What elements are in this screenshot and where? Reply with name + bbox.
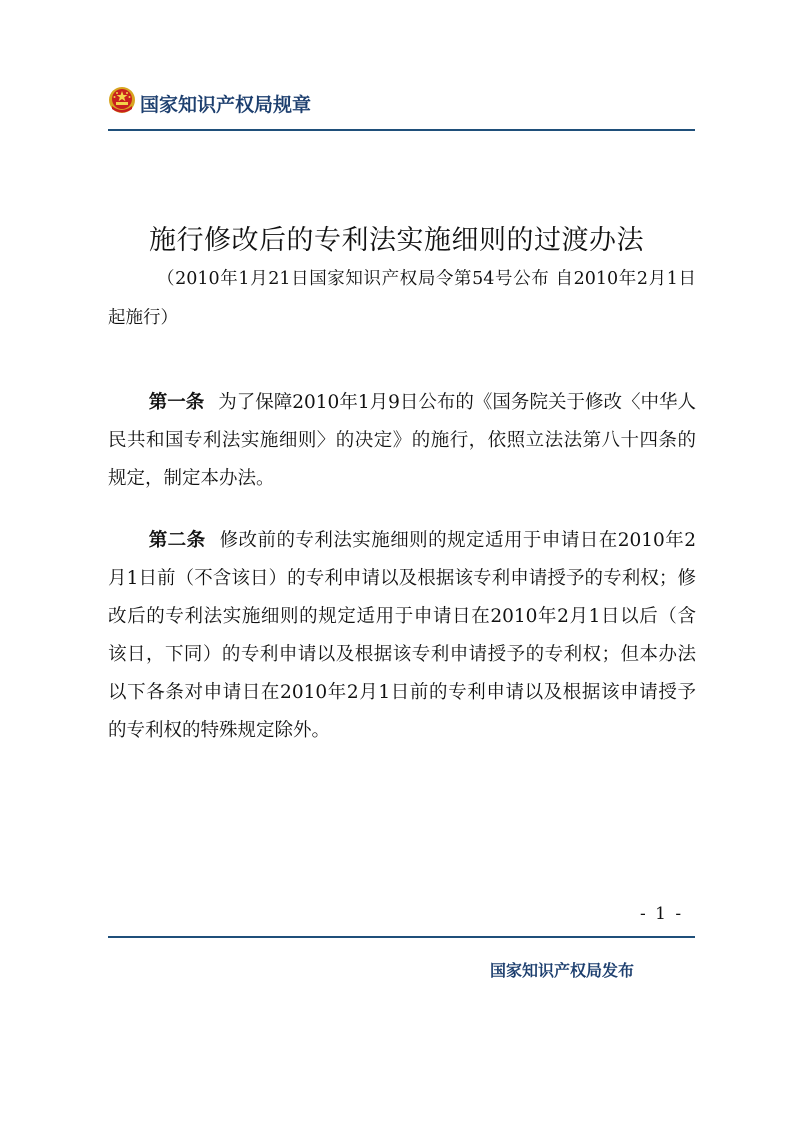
header-divider [108, 129, 695, 131]
article-2 [108, 522, 696, 750]
article-1-text: 为了保障2010年1月9日公布的《国务院关于修改〈中华人民共和国专利法实施细则〉的决定》的施行，依照立法法第八十四条的规定，制定本办法。 [108, 392, 696, 489]
national-emblem-icon [108, 86, 136, 114]
article-2-text: 修改前的专利法实施细则的规定适用于申请日在2010年2月1日前（不含该日）的专利申请以及根据该专利申请授予的专利权；修改后的专利法实施细则的规定适用于申请日在2010年2月1日以后（含该日，下同）的专利申请以及根据该专利申请授予的专利权；但本办法以下各条对申请日在2010年2月1日前的专利申请以及根据该申请授予的专利权的特殊规定除外。 [108, 530, 696, 741]
footer-publisher: 国家知识产权局发布 [490, 961, 635, 980]
article-1-label: 第一条 [148, 392, 205, 413]
document-title: 施行修改后的专利法实施细则的过渡办法 [149, 225, 644, 256]
header-title: 国家知识产权局规章 [140, 94, 312, 116]
article-2-label: 第二条 [148, 530, 206, 551]
document-subtitle: （2010年1月21日国家知识产权局令第54号公布 自2010年2月1日起施行） [108, 269, 696, 328]
page-header [108, 84, 694, 124]
article-1 [108, 384, 696, 498]
footer-divider [108, 936, 695, 938]
page-number: - 1 - [640, 904, 684, 924]
